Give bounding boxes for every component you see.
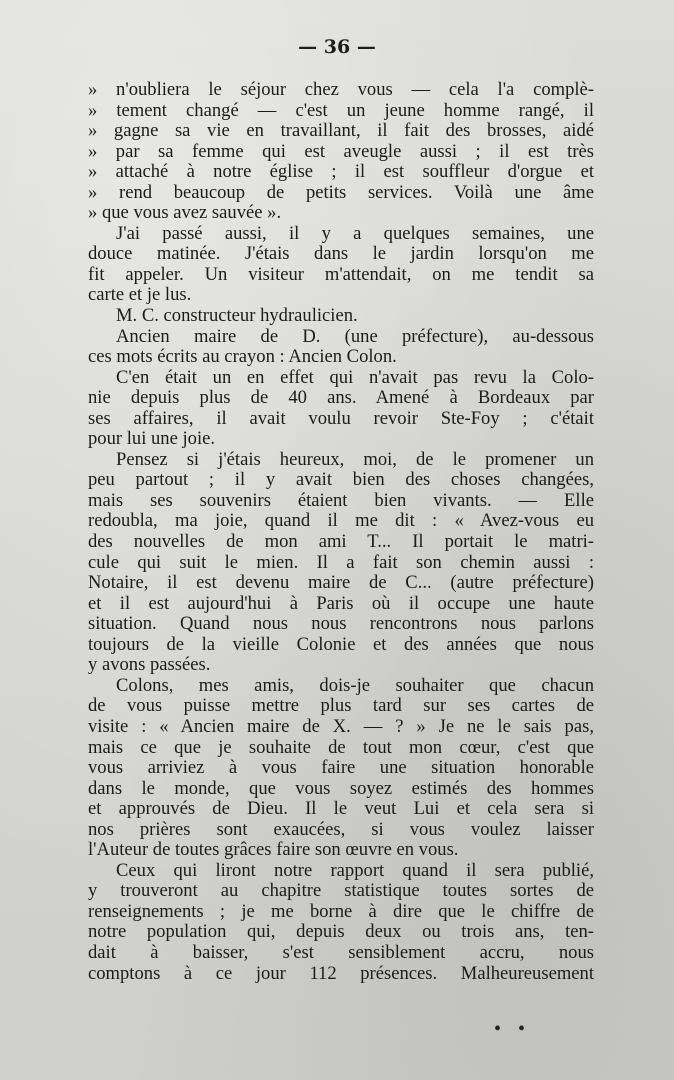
- page-number: — 36 —: [298, 36, 376, 58]
- text-line: douce matinée. J'étais dans le jardin lorsqu'on me: [88, 243, 594, 265]
- text-line: Colons, mes amis, dois-je souhaiter que chacun: [116, 674, 594, 696]
- text-line: y avons passées.: [88, 654, 211, 676]
- text-line: mais ses souvenirs étaient bien vivants. — Elle: [88, 489, 594, 511]
- text-line: dait à baisser, s'est sensiblement accru, nous: [88, 941, 594, 963]
- text-line: » attaché à notre église ; il est souffleur d'orgue et: [88, 161, 594, 183]
- text-line: des nouvelles de mon ami T... Il portait le matri-: [88, 531, 594, 553]
- text-line: renseignements ; je me borne à dire que le chiffre de: [88, 900, 594, 922]
- text-line: fit appeler. Un visiteur m'attendait, on me tendit sa: [88, 263, 594, 285]
- text-line: Pensez si j'étais heureux, moi, de le promener un: [116, 448, 594, 470]
- text-line: pour lui une joie.: [88, 428, 216, 450]
- text-line: vous arriviez à vous faire une situation honorable: [88, 757, 594, 779]
- text-line: carte et je lus.: [88, 284, 192, 306]
- text-line: notre population qui, depuis deux ou trois ans, ten-: [88, 921, 594, 943]
- text-line: » gagne sa vie en travaillant, il fait des brosses, aidé: [88, 120, 594, 142]
- text-line: situation. Quand nous nous rencontrons nous parlons: [88, 613, 594, 635]
- text-line: » n'oubliera le séjour chez vous — cela l'a complè-: [88, 79, 594, 100]
- text-line: nie depuis plus de 40 ans. Amené à Bordeaux par: [88, 387, 594, 409]
- text-line: de vous puisse mettre plus tard sur ses cartes de: [88, 695, 594, 717]
- text-line: comptons à ce jour 112 présences. Malheureusement: [88, 962, 594, 984]
- text-line: ses affaires, il avait voulu revoir Ste-Foy ; c'était: [88, 407, 594, 429]
- text-line: Ceux qui liront notre rapport quand il sera publié,: [116, 859, 594, 881]
- text-line: dans le monde, que vous soyez estimés des hommes: [88, 777, 594, 799]
- text-line: J'ai passé aussi, il y a quelques semaines, une: [116, 222, 594, 244]
- text-line: peu partout ; il y avait bien des choses changées,: [88, 469, 594, 491]
- text-line: nos prières sont exaucées, si vous voulez laisser: [88, 818, 594, 840]
- text-line: toujours de la vieille Colonie et des années que nous: [88, 633, 594, 655]
- footer-mark: • •: [494, 1018, 532, 1040]
- text-line: » tement changé — c'est un jeune homme rangé, il: [88, 99, 594, 121]
- text-line: et il est aujourd'hui à Paris où il occupe une haute: [88, 592, 594, 614]
- text-line: mais ce que je souhaite de tout mon cœur, c'est que: [88, 736, 594, 758]
- text-line: C'en était un en effet qui n'avait pas revu la Colo-: [116, 366, 594, 388]
- text-line: et approuvés de Dieu. Il le veut Lui et cela sera si: [88, 798, 594, 820]
- text-line: » que vous avez sauvée ».: [88, 202, 282, 224]
- text-line: Notaire, il est devenu maire de C... (autre préfecture): [88, 572, 594, 594]
- text-line: cule qui suit le mien. Il a fait son chemin aussi :: [88, 551, 594, 573]
- text-line: Ancien maire de D. (une préfecture), au-dessous: [116, 325, 594, 347]
- text-line: y trouveront au chapitre statistique toutes sortes de: [88, 880, 594, 902]
- text-line: M. C. constructeur hydraulicien.: [116, 305, 358, 327]
- text-line: » par sa femme qui est aveugle aussi ; il est très: [88, 140, 594, 162]
- text-line: l'Auteur de toutes grâces faire son œuvre en vous.: [88, 839, 459, 861]
- text-line: » rend beaucoup de petits services. Voilà une âme: [88, 181, 594, 203]
- body-text: [88, 80, 594, 984]
- text-line: redoubla, ma joie, quand il me dit : « Avez-vous eu: [88, 510, 594, 532]
- text-line: ces mots écrits au crayon : Ancien Colon.: [88, 346, 397, 368]
- text-line: visite : « Ancien maire de X. — ? » Je ne le sais pas,: [88, 715, 594, 737]
